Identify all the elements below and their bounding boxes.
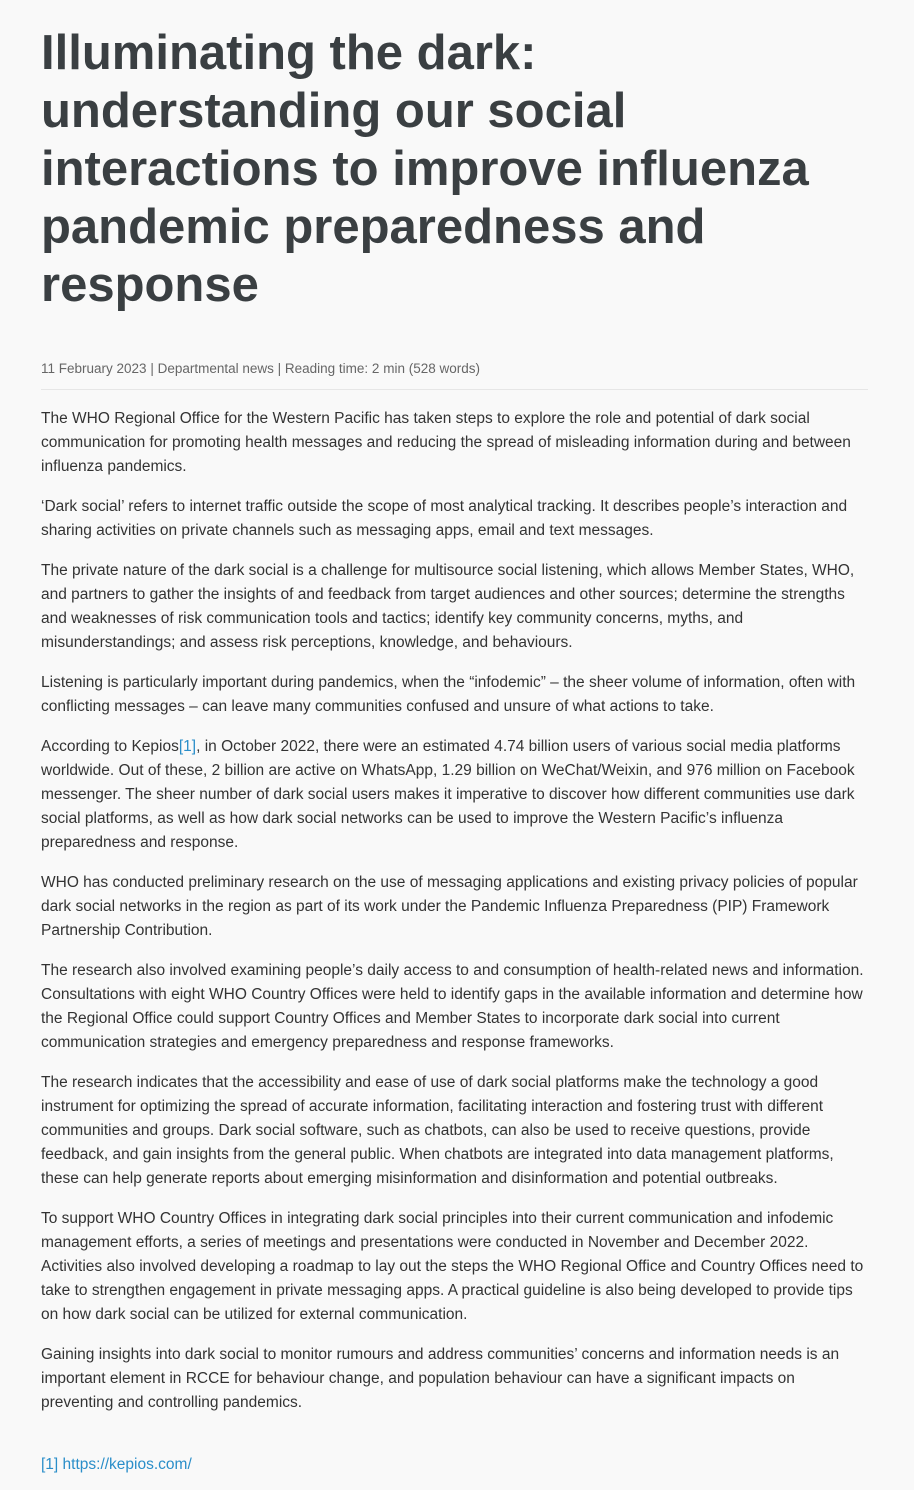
paragraph-5-start: According to Kepios bbox=[41, 738, 179, 755]
footnotes bbox=[41, 1453, 192, 1477]
article-body bbox=[41, 407, 868, 1415]
reference-link-1[interactable]: [1] bbox=[178, 738, 197, 755]
paragraph-9: To support WHO Country Offices in integrating dark social principles into their current communication and infodemic management efforts, a series of meetings and presentations were conducted in November and December 2022. Activities also involved developing a roadmap to lay out the steps the WHO Regional Office and Country Offices need to take to strengthen engagement in private messaging apps. A practical guideline is also being developed to provide tips on how dark social can be utilized for external communication. bbox=[41, 1210, 864, 1323]
paragraph-8: The research indicates that the accessibility and ease of use of dark social platforms make the technology a good instrument for optimizing the spread of accurate information, facilitating interaction and fostering trust with different communities and groups. Dark social software, such as chatbots, can also be used to receive questions, provide feedback, and gain insights from the general public. When chatbots are integrated into data management platforms, these can help generate reports about emerging misinformation and disinformation and potential outbreaks. bbox=[41, 1074, 834, 1187]
page-title: Illuminating the dark: understanding our social interactions to improve influenza pandemic preparedness and response bbox=[41, 26, 809, 312]
paragraph-7: The research also involved examining people’s daily access to and consumption of health-related news and information. Consultations with eight WHO Country Offices were held to identify gaps in the available information and determine how the Regional Office could support Country Offices and Member States to incorporate dark social into current communication strategies and emergency preparedness and response frameworks. bbox=[41, 962, 864, 1051]
paragraph-10: Gaining insights into dark social to monitor rumours and address communities’ concerns and information needs is an important element in RCCE for behaviour change, and population behaviour can have a significant impacts on preventing and controlling pandemics. bbox=[41, 1346, 840, 1411]
paragraph-5-end: , in October 2022, there were an estimated 4.74 billion users of various social media platforms worldwide. Out of these, 2 billion are active on WhatsApp, 1.29 billion on WeChat/Weixin, and 976 million on Facebook messenger. The sheer number of dark social users makes it imperative to discover how different communities use dark social platforms, as well as how dark social networks can be used to improve the Western Pacific’s influenza preparedness and response. bbox=[41, 738, 855, 851]
paragraph-1: The WHO Regional Office for the Western Pacific has taken steps to explore the role and potential of dark social communication for promoting health messages and reducing the spread of misleading information during and between influenza pandemics. bbox=[41, 410, 851, 475]
paragraph-6: WHO has conducted preliminary research on the use of messaging applications and existing privacy policies of popular dark social networks in the region as part of its work under the Pandemic Influenza Preparedness (PIP) Framework Partnership Contribution. bbox=[41, 874, 858, 939]
footnote-link-1[interactable]: [1] https://kepios.com/ bbox=[41, 1456, 192, 1473]
paragraph-3: The private nature of the dark social is a challenge for multisource social listening, which allows Member States, WHO, and partners to gather the insights of and feedback from target audiences and other sources; determine the strengths and weaknesses of risk communication tools and tactics; identify key community concerns, myths, and misunderstandings; and assess risk perceptions, knowledge, and behaviours. bbox=[41, 562, 855, 651]
paragraph-4: Listening is particularly important during pandemics, when the “infodemic” – the sheer volume of information, often with conflicting messages – can leave many communities confused and unsure of what actions to take. bbox=[41, 674, 856, 715]
article-meta: 11 February 2023 | Departmental news | Reading time: 2 min (528 words) bbox=[41, 359, 868, 390]
paragraph-5 bbox=[41, 735, 868, 855]
paragraph-2: ‘Dark social’ refers to internet traffic outside the scope of most analytical tracking. It describes people’s interaction and sharing activities on private channels such as messaging apps, email and text messages. bbox=[41, 498, 848, 539]
